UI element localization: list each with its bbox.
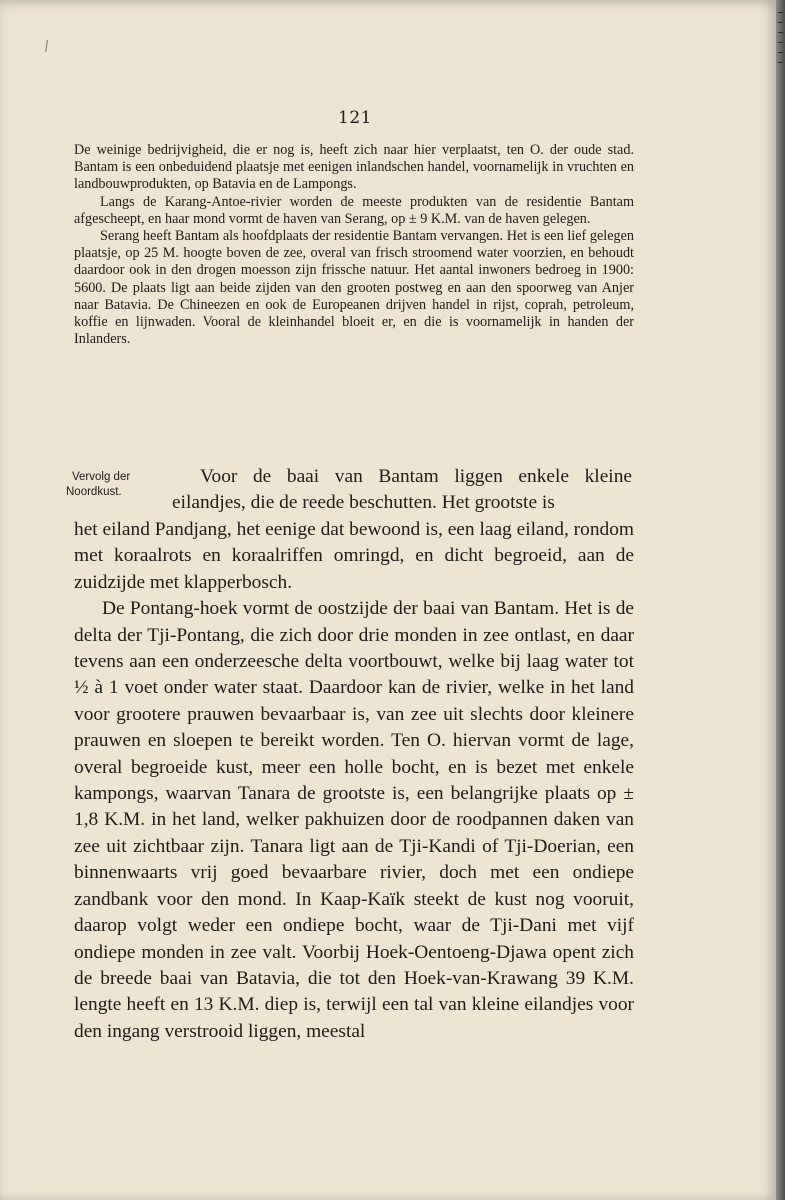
margin-note [66,470,176,500]
margin-note-line-1: Vervolg der [72,471,131,483]
lead-paragraph [172,464,632,517]
paragraph-karang-antoe: Langs de Karang-Antoe-rivier worden de meeste produkten van de residentie Bantam afgescheept, en haar mond vormt de haven van Serang, op ± 9 K.M. van de haven gelegen. [74,193,634,227]
small-print-section [74,142,634,348]
margin-note-line-2: Noordkust. [66,486,122,498]
edge-ticks [778,12,783,72]
paragraph-pontang: De Pontang-hoek vormt de oostzijde der baai van Bantam. Het is de delta der Tji-Pontang, die zich door drie monden in zee ontlast, en daar tevens aan een onderzeesche delta voortbouwt, welke bij laag water tot ½ à 1 voet onder water staat. Daardoor kan de rivier, welke in het land voor grootere prauwen bevaarbaar is, van zee uit slechts door kleinere prauwen en sloepen te bereikt worden. Ten O. hiervan vormt de lage, overal begroeide kust, meer een holle bocht, en is bezet met enkele kampongs, waarvan Tanara de grootste is, een belangrijke plaats op ± 1,8 K.M. in het land, welker pakhuizen door de roodpannen daken van zee uit zichtbaar zijn. Tanara ligt aan de Tji-Kandi of Tji-Doerian, een binnenwaarts vrij goed bevaarbare rivier, doch met een ondiepe zandbank voor den mond. In Kaap-Kaïk steekt de kust nog vooruit, daarop volgt weder een ondiepe bocht, waar de Tji-Dani met vijf ondiepe monden in zee valt. Voorbij Hoek-Oentoeng-Djawa opent zich de breede baai van Batavia, die tot den Hoek-van-Krawang 39 K.M. lengte heeft en 13 K.M. diep is, terwijl een tal van kleine eilandjes voor den ingang verstrooid liggen, meestal [74,598,634,1042]
large-print-section [74,517,634,1045]
paragraph-pandjang: het eiland Pandjang, het eenige dat bewoond is, een laag eiland, rondom met koraalrots en koraalriffen omringd, en dicht begroeid, aan de zuidzijde met klapperbosch. [74,519,634,593]
page-number: 121 [338,108,372,128]
book-edge [776,0,785,1200]
paragraph-bantam: De weinige bedrijvigheid, die er nog is, heeft zich naar hier verplaatst, ten O. der oude stad. Bantam is een onbeduidend plaatsje met eenigen inlandschen handel, voornamelijk in vruchten en landbouwprodukten, op Batavia en de Lampongs. [74,142,634,193]
paragraph-serang: Serang heeft Bantam als hoofdplaats der residentie Bantam vervangen. Het is een lief gelegen plaatsje, op 25 M. hoogte boven de zee, overal van frisch stroomend water voorzien, en behoudt daardoor ook in den drogen moesson zijn frissche natuur. Het aantal inwoners bedroeg in 1900: 5600. De plaats ligt aan beide zijden van den grooten postweg en aan den spoorweg van Anjer naar Batavia. De Chineezen en ook de Europeanen drijven handel in rijst, coprah, petroleum, koffie en lijnwaden. Vooral de kleinhandel bloeit er, en die is voornamelijk in handen der Inlanders. [74,228,634,348]
pencil-mark [45,40,48,52]
lead-text: Voor de baai van Bantam liggen enkele kleine eilandjes, die de reede beschutten. Het grootste is [172,466,632,514]
